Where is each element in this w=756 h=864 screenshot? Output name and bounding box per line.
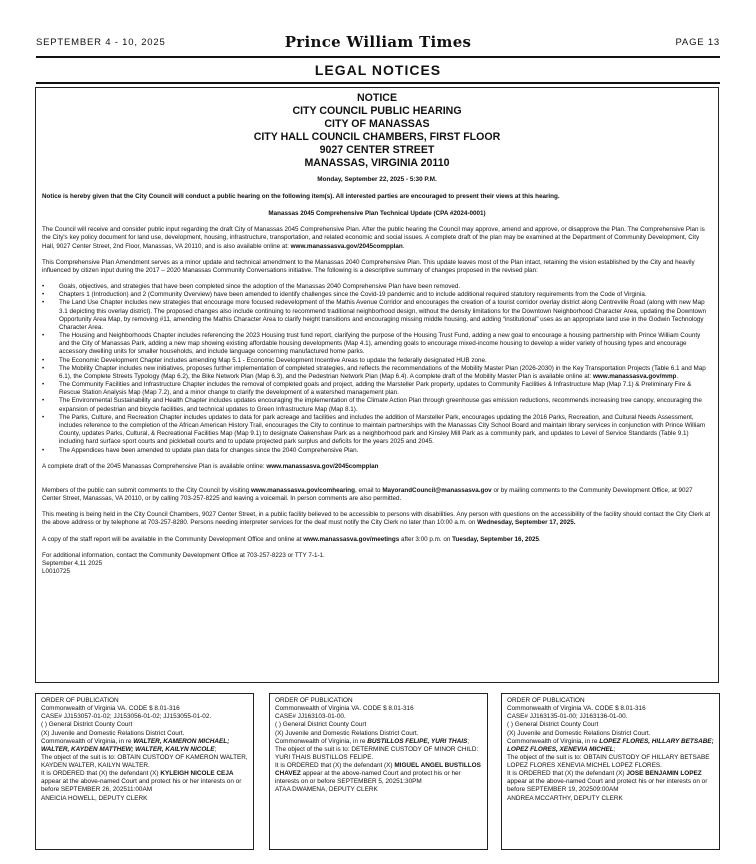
change-item: • The Parks, Culture, and Recreation Chapter includes updates to data for park acreage and facilities and includes the addition of Marsteller Park, encourages updating the 2016 Parks, Recreation, and Cultural Needs Assessment, includes reference to the completion of the African American History Trail, encourages the City to continue to maintain partnerships with the Manassas City School Board and maintain library services in conjunction with Prince William County, updates Parks, Cultural, & Recreational Facilities Map (Map 9.1) to designate Oakenshaw Park as a neighborhood park and Kinsley Mill Park as a community park, and updates to Level of Service Standards (Table 9.1) including hard surface sport courts and pickleball courts and to update projected park surplus and deficits for the years 2025 and 2045.	[42, 414, 712, 447]
change-item: • The Environmental Sustainability and Health Chapter includes updates encouraging the implementation of the Climate Action Plan through greenhouse gas emission reductions, recommends increasing tree canopy, encouraging the expansion of pedestrian and bicycle facilities, and technical updates to Green Infrastructure Map (Map 8.1).	[42, 397, 712, 413]
plan-description-text: The Council will receive and consider public input regarding the draft City of Manassas 2045 Comprehensive Plan. After the public hearing the Council may approve, amend and approve, or disapprove the Plan. The Comprehensive Plan is the City's key policy document for land use, development, housing, infrastructure, transportation, and related economic and social issues. A complete draft of the plan may be examined at the Department of Community Development, City Hall, 9027 Center Street, 2nd Floor, Manassas, VA 20110, and is also available online at:	[42, 226, 705, 250]
plan-description: The Council will receive and consider public input regarding the draft City of Manassas 2045 Comprehensive Plan. After the public hearing the Council may approve, amend and approve, or disapprove the Plan. The Comprehensive Plan is the City's key policy document for land use, development, housing, infrastructure, transportation, and related economic and social issues. A complete draft of the plan may be examined at the Department of Community Development, City Hall, 9027 Center Street, 2nd Floor, Manassas, VA 20110, and is also available online at: www.manassasva.gov/2045compplan.	[42, 226, 705, 250]
issue-date: SEPTEMBER 4 - 10, 2025	[36, 37, 166, 48]
change-item: • Chapters 1 (Introduction) and 2 (Community Overview) have been amended to identify challenges since the Covid-19 pandemic and to include additional required statutory requirements from the Code of Virginia.	[42, 291, 712, 299]
notice-header-line: MANASSAS, VIRGINIA 20110	[304, 156, 450, 169]
comment-hearing-link[interactable]: www.manassasva.gov/comhearing	[250, 486, 355, 494]
complete-draft-link[interactable]: www.manassasva.gov/2045compplan	[266, 462, 379, 470]
change-item: • The Appendices have been amended to update plan data for changes since the 2040 Comprehensive Plan.	[42, 447, 712, 455]
change-item: • The Community Facilities and Infrastructure Chapter includes the removal of completed goals and project, adding the Marsteller Park property, updates to Community Facilities & Infrastructure Map (Map 7.1) & Preliminary Fire & Rescue Station Analysis Map (Map 7.2), and a minor change to clarify the development of a watershed management plan.	[42, 381, 712, 397]
complete-draft-note: A complete draft of the 2045 Manassas Comprehensive Plan is available online: www.manassasva.gov/2045compplan	[42, 462, 379, 470]
notice-header-line: CITY OF MANASSAS	[324, 117, 430, 130]
change-item: • The Housing and Neighborhoods Chapter includes referencing the 2023 Housing trust fund report, clarifying the purpose of the Housing Trust Fund, adding a new goal to encourage a housing partnership with Prince William County and the City of Manassas Park, adding a new map showing existing affordable housing developments (Map 4.1), amending goals to encourage mixed-income housing to develop a wider variety of housing types and encourage accessory dwelling units for smaller households, and include language concerning manufactured home parks.	[42, 332, 712, 357]
order-of-publication: ORDER OF PUBLICATION Commonwealth of Virginia VA. CODE $ 8.01-316 CASE# JJ163135-01-00; JJ163136-01-00. ( ) General District County Court (X) Juvenile and Domestic Relations District Court. Commonwealth of Virginia, in re LOPEZ FLORES, HILLARY BETSABE; LOPEZ FLORES, XENEVIA MICHEL; The object of the suit is to: OBTAIN CUSTODY OF HILLARY BETSABE LOPEZ FLORES XENEVIA MICHEL LOPEZ FLORES. It is ORDERED that (X) the defendant (X) JOSE BENJAMIN LOPEZ appear at the above-named Court and protect his or her interests on or before SEPTEMBER 19, 202509:00AM ANDREA MCCARTHY, DEPUTY CLERK	[501, 693, 720, 850]
page-number: PAGE 13	[675, 37, 720, 48]
council-email-link[interactable]: MayorandCouncil@manassasva.gov	[382, 486, 492, 494]
comments-instructions: Members of the public can submit comments to the City Council by visiting www.manassasva.gov/comhearing, email to MayorandCouncil@manassasva.gov or by mailing comments to the Community Development Office, at 9027 Center Street, Manassas, VA 20110, or by calling 703-257-8225 and leaving a voicemail. In person comments are also permitted.	[42, 486, 693, 503]
notice-header-line: 9027 CENTER STREET	[319, 143, 435, 156]
order-of-publication: ORDER OF PUBLICATION Commonwealth of Virginia VA. CODE $ 8.01-316 CASE# JJ163103-01-00. ( ) General District County Court (X) Juvenile and Domestic Relations District Court. Commonwealth of Virginia, in re BUSTILLOS FELIPE, YURI THAIS; The object of the suit is to: DETERMINE CUSTODY OF MINOR CHILD: YURI THAIS BUSTILLOS FELIPE. It is ORDERED that (X) the defendant (X) MIGUEL ANGEL BUSTILLOS CHAVEZ appear at the above-named Court and protect his or her interests on or before SEPTEMBER 5, 20251:30PM ATAA DWAMENA, DEPUTY CLERK	[269, 693, 488, 850]
meeting-datetime: Monday, September 22, 2025 - 5:30 P.M.	[317, 175, 437, 183]
public-hearing-notice	[35, 87, 719, 683]
accessibility-note: This meeting is being held in the City Council Chambers, 9027 Center Street, in a public facility believed to be accessible to persons with disabilities. Any person with questions on the accessibility of the facility should contact the City Clerk at the above address or by telephone at 703-257-8280. Persons needing interpreter services for the deaf must notify the City Clerk no later than 10:00 a.m. on Wednesday, September 17, 2025.	[42, 511, 711, 527]
notice-statement: Notice is hereby given that the City Council will conduct a public hearing on the following item(s). All interested parties are encouraged to present their views at this hearing.	[42, 192, 560, 200]
change-item: • The Economic Development Chapter includes amending Map 5.1 - Economic Development Incentive Areas to update the federally designated HUB zone.	[42, 357, 712, 365]
ad-id: L0010725	[42, 568, 71, 576]
staff-report-note: A copy of the staff report will be available in the Community Development Office and online at www.manassasva.gov/meetings after 3:00 p.m. on Tuesday, September 16, 2025.	[42, 535, 541, 543]
notice-header	[42, 92, 712, 170]
section-rule-top	[36, 56, 720, 58]
notice-header-line: NOTICE	[356, 92, 398, 104]
publication-name: Prince William Times	[284, 33, 472, 51]
item-title: Manassas 2045 Comprehensive Plan Technical Update (CPA #2024-0001)	[268, 210, 486, 218]
section-title: LEGAL NOTICES	[314, 62, 442, 78]
mobility-plan-link[interactable]: www.manassasva.gov/mmp	[592, 372, 677, 380]
section-rule-bottom	[36, 82, 720, 84]
masthead	[0, 0, 756, 56]
run-dates: September 4,11 2025	[42, 559, 103, 567]
order-of-publication: ORDER OF PUBLICATION Commonwealth of Virginia VA. CODE $ 8.01-316 CASE# JJ153057-01-02; JJ153056-01-02; JJ153055-01-02. ( ) General District County Court (X) Juvenile and Domestic Relations District Court. Commonwealth of Virginia, in re WALTER, KAMERON MICHAEL; WALTER, KAYDEN MATTHEW; WALTER, KAILYN NICOLE; The object of the suit is to: OBTAIN CUSTODY OF KAMERON WALTER, KAYDEN WALTER, KAILYN WALTER. It is ORDERED that (X) the defendant (X) KYLEIGH NICOLE CEJA appear at the above-named Court and protect his or her interests on or before SEPTEMBER 26, 202511:00AM ANEICIA HOWELL, DEPUTY CLERK	[35, 693, 254, 850]
change-item: • Goals, objectives, and strategies that have been completed since the adoption of the Manassas 2040 Comprehensive Plan have been removed.	[42, 283, 712, 291]
plan-link[interactable]: www.manassasva.gov/2045compplan	[290, 242, 403, 250]
notice-header-line: CITY COUNCIL PUBLIC HEARING	[292, 104, 462, 117]
meetings-link[interactable]: www.manassasva.gov/meetings	[303, 535, 400, 543]
contact-info: For additional information, contact the Community Development Office at 703-257-8223 or TTY 7-1-1.	[42, 551, 325, 559]
notice-header-line: CITY HALL COUNCIL CHAMBERS, FIRST FLOOR	[253, 130, 501, 143]
change-list	[42, 283, 712, 455]
change-item: • The Land Use Chapter includes new strategies that encourage more focused redevelopment of the Mathis Avenue Corridor and encourages the creation of a tourist corridor overlay district along Centreville Road (along with new Map 3.1 depicting this overlay district). The proposed changes also include continuing to recommend traditional neighborhood design, without the density limitations for the Downtown Neighborhood Character Area, updating the Downtown Opportunity Area Map, by removing #11, amending the Mathis Character Area to clarify height transitions and encouraging missing middle housing, and adding “institutional” uses as an appropriate land use in the Godwin Technology Character Area.	[42, 299, 712, 332]
amendment-summary: This Comprehensive Plan Amendment serves as a minor update and technical amendment to the Manassas 2040 Comprehensive Plan. This update leaves most of the Plan intact, retaining the vision established by the City and heavily influenced by citizen input during the 2017 – 2020 Manassas Community Conversations initiative. The following is a descriptive summary of changes proposed in the revised plan:	[42, 258, 695, 274]
change-item: • The Mobility Chapter includes new initiatives, proposes further implementation of completed strategies, and reflects the recommendations of the Mobility Master Plan (2026-2030) in the Key Transportation Projects (Table 6.1 and Map 6.1), the Complete Streets Typology (Map 6.2), the Bike Network Plan (Map 6.3), and the Pedestrian Network Plan (Map 6.4). A complete draft of the Mobility Master Plan is available online at: www.manassasva.gov/mmp.	[42, 365, 712, 381]
